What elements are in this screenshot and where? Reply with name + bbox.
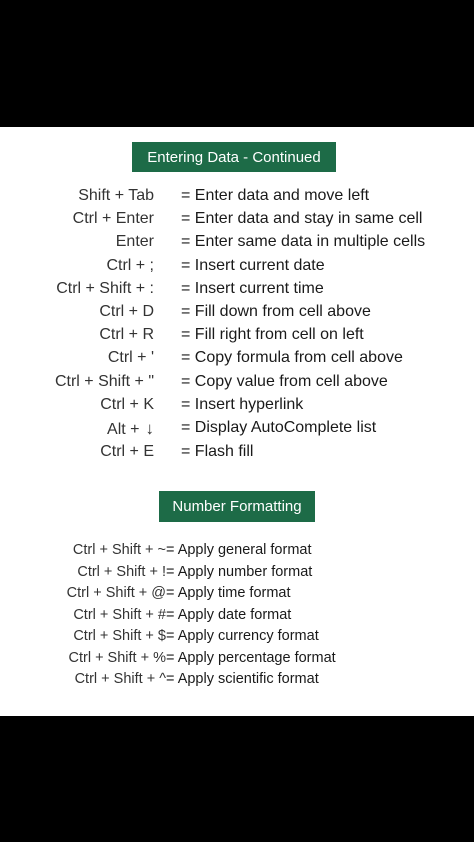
shortcut-desc: = Apply number format: [166, 564, 313, 580]
shortcut-key: Shift + Tab: [78, 187, 154, 204]
shortcut-desc: = Flash fill: [181, 443, 254, 460]
shortcut-key: Ctrl + Shift + @: [66, 585, 166, 601]
section-title-entering-data: Entering Data - Continued: [132, 142, 336, 172]
shortcut-desc: = Copy formula from cell above: [181, 349, 403, 366]
shortcut-row: [0, 607, 474, 628]
shortcut-desc: = Fill down from cell above: [181, 303, 371, 320]
shortcut-key: Enter: [115, 233, 154, 250]
shortcut-desc: = Enter data and move left: [181, 187, 370, 204]
shortcut-row: [0, 257, 474, 280]
shortcut-card: [0, 127, 474, 716]
shortcut-desc: = Apply scientific format: [166, 671, 319, 687]
shortcut-key: Ctrl + Enter: [72, 210, 154, 227]
shortcut-desc: = Fill right from cell on left: [181, 326, 364, 343]
shortcut-row: [0, 373, 474, 396]
shortcut-key: Ctrl + R: [99, 326, 154, 343]
shortcut-row: [0, 585, 474, 606]
shortcut-row: [0, 443, 474, 466]
shortcut-desc: = Insert hyperlink: [181, 396, 304, 413]
shortcut-row: [0, 396, 474, 419]
shortcut-desc: = Apply currency format: [166, 628, 319, 644]
shortcut-desc: = Insert current date: [181, 257, 325, 274]
shortcut-key: Ctrl + Shift + ~: [72, 542, 166, 558]
shortcut-row: [0, 650, 474, 671]
shortcut-key: Ctrl + ;: [106, 257, 154, 274]
shortcut-key: Ctrl + Shift + #: [73, 607, 166, 623]
shortcut-row: [0, 628, 474, 649]
down-arrow-icon: ↓: [145, 419, 154, 438]
shortcut-desc: = Enter data and stay in same cell: [181, 210, 423, 227]
shortcut-row: [0, 564, 474, 585]
shortcut-row: [0, 280, 474, 303]
shortcut-row: [0, 303, 474, 326]
shortcut-key: Ctrl + Shift + ^: [74, 671, 166, 687]
shortcut-row: [0, 671, 474, 692]
shortcut-key: Ctrl + Shift + ": [54, 373, 154, 390]
shortcut-row: [0, 349, 474, 372]
shortcut-row: [0, 419, 474, 442]
shortcut-key: [107, 419, 154, 439]
shortcut-desc: = Apply general format: [166, 542, 312, 558]
shortcut-row: [0, 233, 474, 256]
shortcut-key: Ctrl + Shift + %: [68, 650, 166, 666]
shortcut-row: [0, 210, 474, 233]
shortcut-desc: = Enter same data in multiple cells: [181, 233, 426, 250]
shortcut-key: Ctrl + Shift + !: [77, 564, 166, 580]
shortcut-key: Ctrl + E: [100, 443, 154, 460]
shortcut-key-text: Alt +: [107, 421, 140, 438]
shortcut-row: [0, 187, 474, 210]
shortcut-key: Ctrl + K: [100, 396, 154, 413]
shortcut-key: Ctrl + Shift + :: [56, 280, 154, 297]
shortcut-key: Ctrl + Shift + $: [73, 628, 166, 644]
shortcut-desc: = Display AutoComplete list: [181, 419, 377, 436]
shortcut-desc: = Apply time format: [166, 585, 291, 601]
shortcut-row: [0, 326, 474, 349]
shortcut-desc: = Insert current time: [181, 280, 324, 297]
section-title-number-formatting: Number Formatting: [159, 491, 315, 522]
shortcut-row: [0, 542, 474, 563]
shortcut-key: Ctrl + ': [107, 349, 154, 366]
shortcut-key: Ctrl + D: [99, 303, 154, 320]
shortcut-desc: = Copy value from cell above: [181, 373, 388, 390]
shortcut-desc: = Apply date format: [166, 607, 292, 623]
shortcut-desc: = Apply percentage format: [166, 650, 336, 666]
